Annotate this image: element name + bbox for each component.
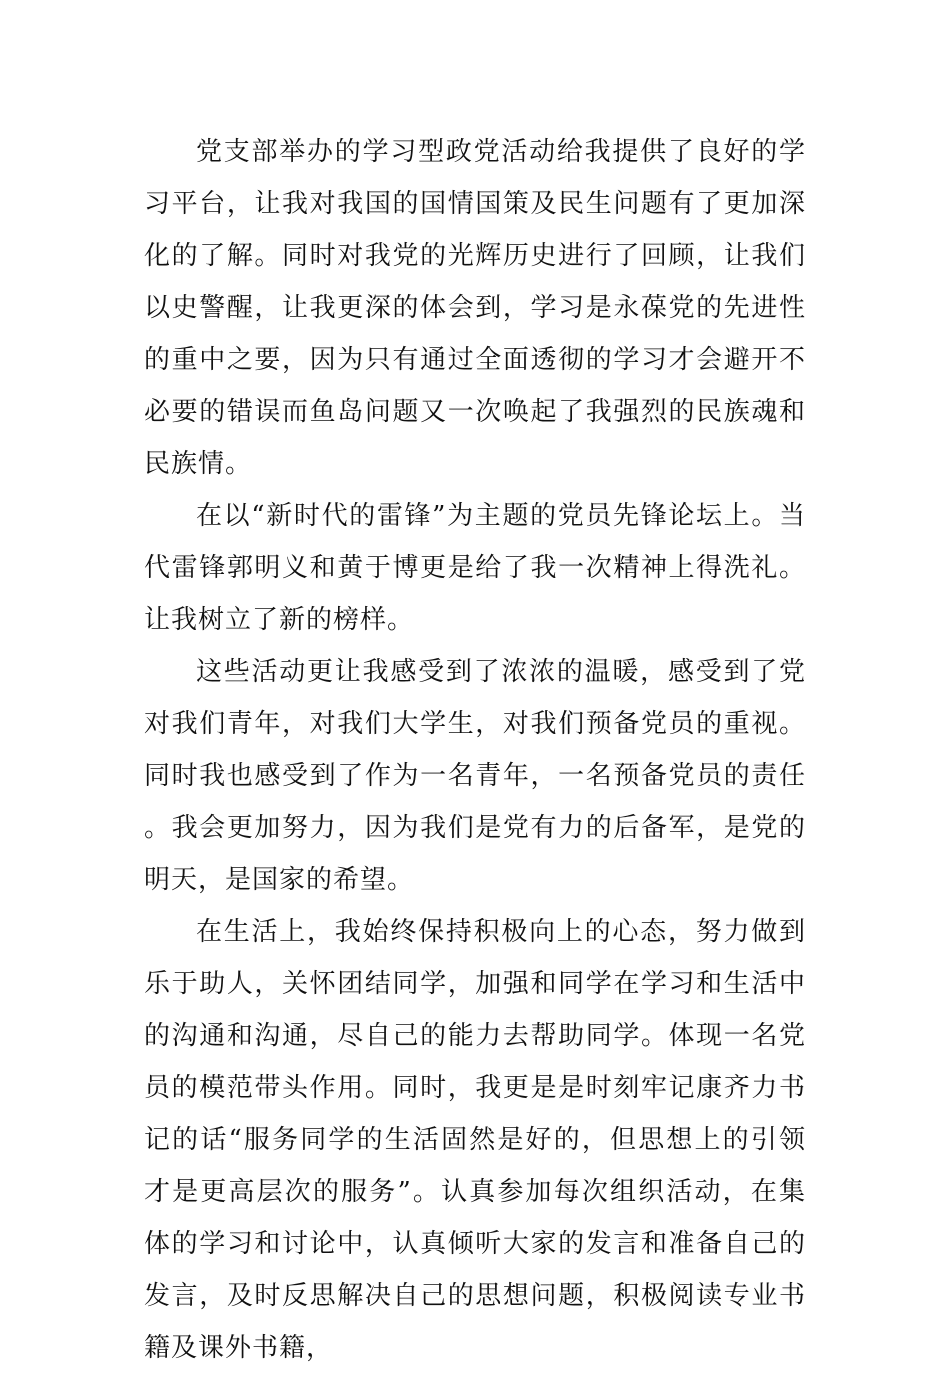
paragraph-warmth-responsibility: 这些活动更让我感受到了浓浓的温暖，感受到了党对我们青年，对我们大学生，对我们预备党员的重视。同时我也感受到了作为一名青年，一名预备党员的责任。我会更加努力，因为我们是党有力的后备军，是党的明天，是国家的希望。 [144,657,806,895]
document-body [144,126,806,1374]
paragraph-daily-life: 在生活上，我始终保持积极向上的心态，努力做到乐于助人，关怀团结同学，加强和同学在学习和生活中的沟通和沟通，尽自己的能力去帮助同学。体现一名党员的模范带头作用。同时，我更是是时刻牢记康齐力书记的话“服务同学的生活固然是好的，但思想上的引领才是更高层次的服务”。认真参加每次组织活动，在集体的学习和讨论中，认真倾听大家的发言和准备自己的发言，及时反思解决自己的思想问题，积极阅读专业书籍及课外书籍， [144,917,806,1363]
paragraph-leifeng-forum: 在以“新时代的雷锋”为主题的党员先锋论坛上。当代雷锋郭明义和黄于博更是给了我一次精神上得洗礼。让我树立了新的榜样。 [144,501,806,635]
paragraph-study-activity: 党支部举办的学习型政党活动给我提供了良好的学习平台，让我对我国的国情国策及民生问题有了更加深化的了解。同时对我党的光辉历史进行了回顾，让我们以史警醒，让我更深的体会到，学习是永葆党的先进性的重中之要，因为只有通过全面透彻的学习才会避开不必要的错误而鱼岛问题又一次唤起了我强烈的民族魂和民族情。 [144,137,806,479]
